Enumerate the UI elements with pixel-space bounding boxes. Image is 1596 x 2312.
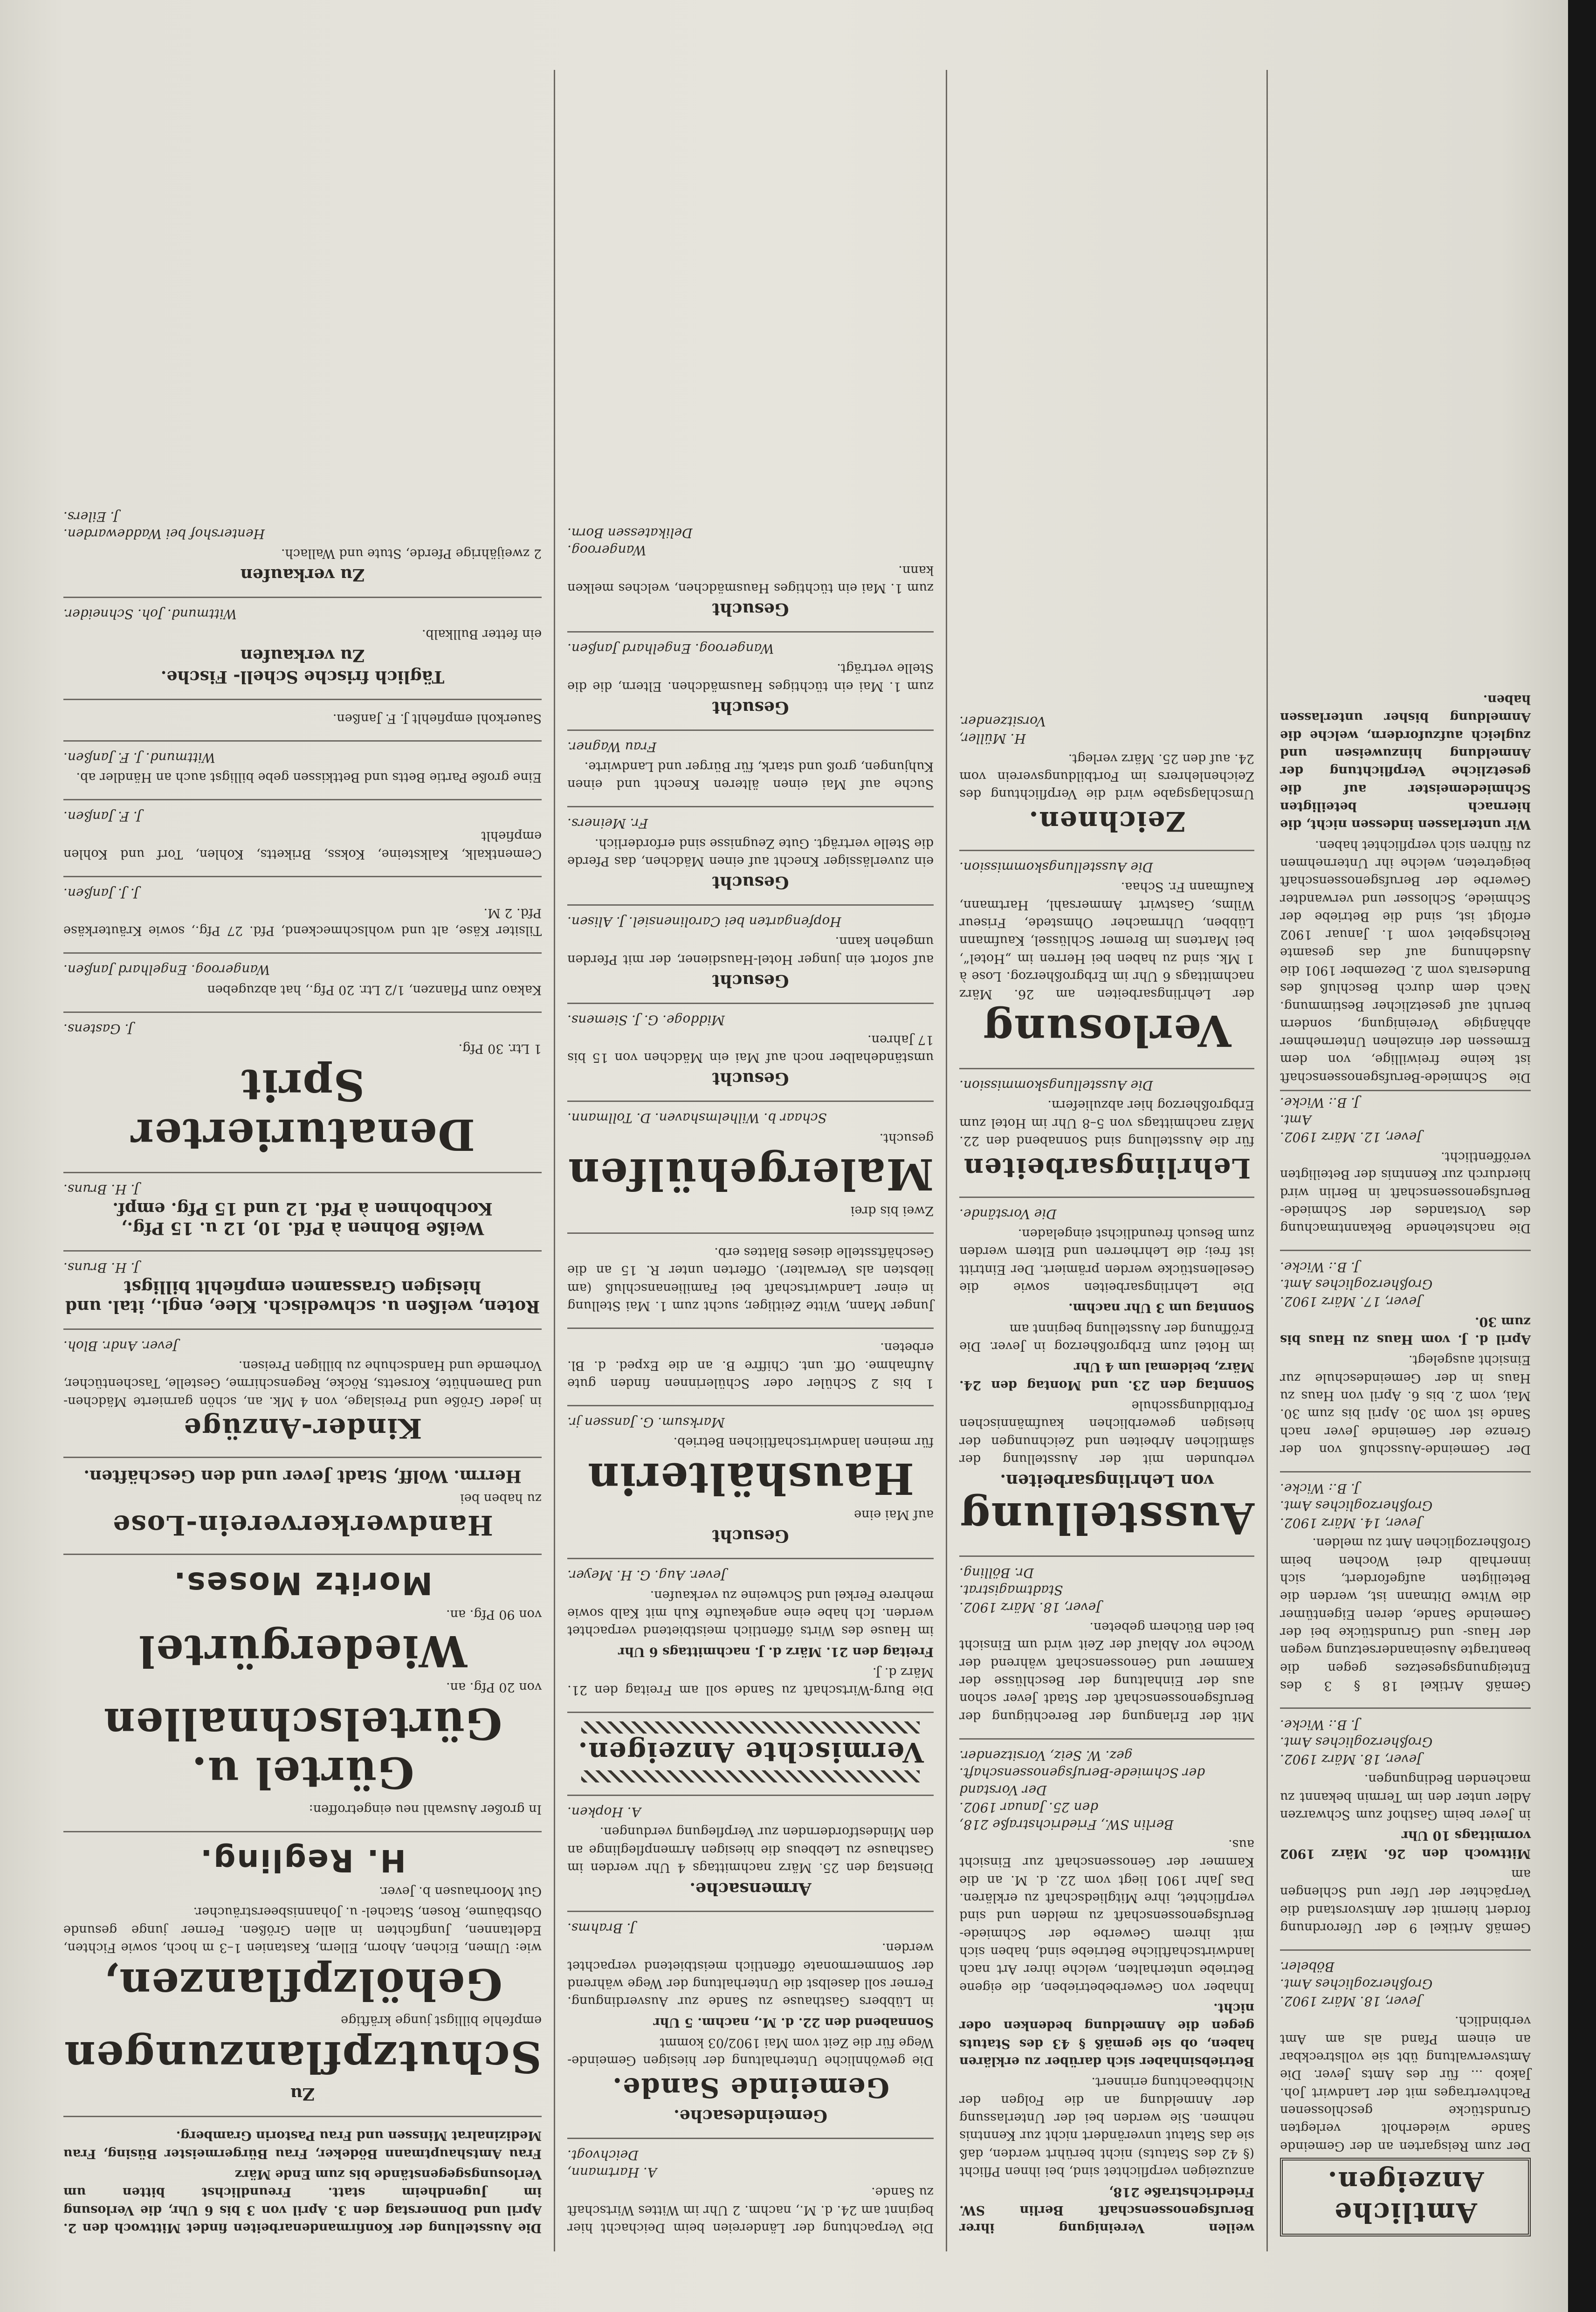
ad-kakao	[63, 952, 542, 1005]
notice-authority: Großherzogliches Amt.	[1280, 1734, 1433, 1750]
ad-kicker: Gesucht	[712, 1526, 789, 1546]
notice-text: Gemäß Artikel 9 der Uferordnung fordert hiermit der Amtsvorstand die Verpächter der Ufer und Schlengen am	[1280, 1867, 1531, 1935]
ad-price: von 90 Pfg. an.	[446, 1607, 542, 1622]
notice-organisation: der Schmiede-Berufsgenossenschaft.	[959, 1765, 1205, 1781]
notice-signature: A. Hartmann,	[567, 2165, 657, 2181]
ad-signature: Fr. Meiners.	[567, 816, 648, 832]
ad-konfirmanden	[63, 2116, 542, 2243]
section-title: Vermischte Anzeigen.	[577, 1736, 924, 1768]
notice-text: Die gewöhnliche Unterhaltung der hiesigen Gemeinde-Wege für die Zeit vom Mai 1902/03 kommt	[567, 2036, 934, 2068]
notice-armensache	[567, 1795, 934, 1904]
notice-authority: Großherzogliches Amt.	[1280, 1976, 1433, 1992]
notice-stadtmagistrat	[959, 1555, 1254, 1732]
ad-text: für meinen landwirtschaftlichen Betrieb.	[673, 1435, 934, 1450]
notice-signature-title: Deichvogt.	[567, 2147, 639, 2163]
notice-place: Berlin SW., Friedrichstraße 218,	[959, 1817, 1174, 1832]
ad-text: Suche auf Mai einen älteren Knecht und einen Kuhjungen, groß und stark, für Bürger und Landwirte.	[567, 759, 934, 792]
notice-signature: Dr. Bölling.	[959, 1565, 1034, 1581]
notice-text: Inhaber von Gewerbebetrieben, die eigene Betriebe unterhalten, welche ihrer Art nach landwirtschaftliche Betriebe sind, haben sich mit ihrem Gewerbe der Schmiede-Berufsgenossenschaft zu melden und sind verpflichtet, ihre Mitgliedschaft zu erklären. Das Jahr 1901 liegt vom 22. d. M. an die Kammer der Genossenschaft zur Einsicht aus.	[959, 1837, 1255, 1995]
notice-date: Jever, 12. März 1902.	[1280, 1129, 1422, 1145]
ad-heading: Zeichnen.	[1028, 805, 1186, 837]
ad-place: Hentershof bei Waddewarden.	[63, 526, 265, 542]
ad-bold: Freitag den 21. März d. J. nachmittags 6 Uhr	[618, 1644, 934, 1659]
notice-date: Jever, 18. März 1902.	[1280, 1752, 1422, 1768]
ad-gesucht-hausdiener	[567, 904, 934, 996]
notice-date: Jever, 18. März 1902.	[959, 1599, 1101, 1615]
ad-pferde	[63, 501, 542, 590]
ad-heading: Malergehülfen	[567, 1149, 934, 1200]
notice-text: Die nachstehende Bekanntmachung des Vorstandes der Schmiede-Berufsgenossenschaft in Berlin wird hierdurch zur Kenntnis der Beteiligten veröffentlicht.	[1280, 1149, 1531, 1236]
ad-gesucht-hausmaedchen-2	[567, 517, 934, 625]
notice-text: Dienstag den 25. März nachmittags 4 Uhr werden im Gasthause zu Lebbeus die hiesigen Armenpfleglinge an den Mindestfordernden zur Verpflegung verdungen.	[567, 1824, 934, 1875]
ad-text: empfehle billigst junge kräftige	[341, 2013, 542, 2028]
notice-signature: J. B.: Wicke.	[1280, 1481, 1360, 1497]
ad-signature: Wittmund. Joh. Schneider.	[63, 606, 237, 622]
ad-text: Tilsiter Käse, alt und wohlschmeckend, Pfd. 27 Pfg., sowie Kräuterkäse Pfd. 2 M.	[63, 906, 542, 938]
notice-text: Gemäß Artikel 18 § 3 des Enteignungsgesetzes gegen die beantragte Auseinandersetzung wegen der Haus- und Grundstücke bei der Gemeinde Sande, deren Eigentümer die Witwe Ditmann ist, werden die Beteiligten aufgefordert, sich innerhalb drei Wochen beim Großherzoglichen Amt zu melden.	[1280, 1535, 1531, 1693]
ad-text: verbunden mit der Ausstellung der sämtlichen Arbeiten und Zeichnungen der hiesigen gewerblichen kaufmännischen Fortbildungsschule	[959, 1398, 1255, 1467]
ad-heading: Handwerkerverein-Lose	[112, 1509, 493, 1541]
notice-berufsgenossenschaft	[1280, 681, 1531, 1244]
notice-category: Gemeindesache.	[674, 2106, 827, 2126]
ad-signature: Die Ausstellungskommission.	[959, 859, 1153, 875]
section-title: Amtliche Anzeigen.	[1280, 2158, 1531, 2236]
ad-signature: Die Ausstellungskommission.	[959, 1078, 1153, 1094]
ad-text: in jeder Größe und Preislage, von 4 Mk. an, schön garnierte Mädchen- und Damenhüte, Korsetts, Röcke, Regenschirme, Gestelle, Taschentücher, Vorhemde und Handschuhe zu billigen Preisen.	[63, 1358, 542, 1409]
ad-text: Kakao zum Pflanzen, 1/2 Ltr. 20 Pfg., hat abzugeben	[207, 982, 542, 997]
ad-signature: Delikatessen Born.	[567, 525, 693, 541]
notice-bold: April d. J. vom Haus zu Haus bis zum 30.	[1280, 1314, 1531, 1347]
ad-gesucht-maedchen	[567, 1003, 934, 1094]
ad-lehrlingsarbeiten	[959, 1068, 1254, 1190]
ad-signature: Moritz Moses.	[172, 1565, 433, 1602]
ad-haushaelterin	[567, 1405, 934, 1551]
ad-price: 1 Ltr. 30 Pfg.	[458, 1041, 542, 1056]
notice-authority: Großherzogliches Amt.	[1280, 1498, 1433, 1514]
ad-text: ein fetter Bullkalb.	[421, 626, 542, 641]
ad-text: auf sofort ein junger Hotel-Hausdiener, der mit Pferden umgehen kann.	[567, 934, 934, 967]
ad-signature: Wittmund. J. F. Janßen.	[63, 750, 215, 765]
ad-bold: Die Ausstellung der Konfirmandenarbeiten findet Mittwoch den 2. April und Donnerstag den 3. April von 3 bis 6 Uhr, die Verlosung im Jugendheim statt. Freundlichst bitten um Verlosungsgegenstände bis zum Ende März	[63, 2167, 542, 2235]
ad-text: 1 bis 2 Schüler oder Schülerinnen finden gute Aufnahme. Off. unt. Chiffre B. an die Exped. d. Bl. erbeten.	[567, 1340, 934, 1390]
ad-guertel	[63, 1554, 542, 1824]
notice-signature: J. B.: Wicke.	[1280, 1717, 1360, 1733]
ad-signature: Hopfengarten bei Carolinensiel. J. Alisen.	[567, 914, 841, 929]
notice-text: in Lübbers Gasthause zu Sande zur Ausverdingung. Ferner soll daselbst die Unterhaltung der Wege während der Sommermonate öffentlich meistbietend verpachtet werden.	[567, 1940, 934, 2009]
notice-category: Armensache.	[689, 1879, 812, 1899]
column-2	[947, 70, 1268, 2251]
ad-heading: Gehölzpflanzen,	[103, 1959, 502, 2009]
ad-signature: J. Eilers.	[63, 509, 119, 524]
notice-text: Mit der Erlangung der Berechtigung der Berufsgenossenschaft der Stadt Jever schon aus der Einhaltung der Beschlüsse der Kammer und Genossenschaft während der Woche vor Ablauf der Zeit wird um Einsicht bei den Büchern gebeten.	[959, 1620, 1255, 1724]
ad-text: Die Lehrlingsarbeiten sowie die Gesellenstücke werden prämiert. Der Eintritt ist frei; die Lehrherren und Eltern werden zum Besuch freundlichst eingeladen.	[959, 1226, 1255, 1295]
ad-subheading: von Lehrlingsarbeiten.	[1000, 1471, 1214, 1491]
ad-heading: Gürtel u. Gürtelschnallen	[103, 1698, 502, 1798]
ad-text: wie: Ulmen, Eichen, Ahorn, Ellern, Kastanien 1–3 m hoch, sowie Fichten, Edeltannen, Jungfichten in allen Größen. Ferner junge gesunde Obstbäume, Rosen, Stachel- u. Johannisbeersträucher.	[63, 1905, 542, 1955]
notice-signature: gez. W. Seiz, Vorsitzender.	[959, 1748, 1133, 1763]
ad-text: im Hause des Wirts öffentlich meistbietend verpachtet werden. Ich habe eine angekaufte Kuh mit Kalb sowie mehrere Ferkel und Schweine zu verkaufen.	[567, 1588, 934, 1638]
ad-text: auf Mai eine	[854, 1507, 934, 1522]
notice-date: Jever, 17. März 1902.	[1280, 1294, 1422, 1310]
ad-text: zum 1. Mai ein tüchtiges Hausmädchen. Eltern, die die Stelle verträgt.	[567, 661, 934, 694]
ad-signature: H. Müller,	[959, 731, 1026, 747]
notice-authority: Amt.	[1280, 1112, 1311, 1128]
notice-text: Der zum Reisgarten an der Gemeinde Sande wiederholt verlegten Grundstücke geschlossenen Pachtvertrages mit der Landwirt Joh. Jakob ... für des Amts Jever. Die Amtsverwaltung übt sie vollstreckbar an einem Pfand als am Amt verbindlich.	[1280, 2014, 1531, 2154]
ad-bold: Roten, weißen u. schwedisch. Klee, engl., ital. und hiesigen Grassamen empfiehlt billigst	[65, 1277, 540, 1316]
ad-schueler	[567, 1328, 934, 1398]
notice-signature: J. B.: Wicke.	[1280, 1259, 1360, 1275]
ad-heading: Ausstellung	[959, 1493, 1255, 1543]
ad-junger-mann	[567, 1232, 934, 1321]
notice-date: den 25. Januar 1902.	[959, 1799, 1099, 1815]
ad-text: Sauerkohl empfiehlt J. F. Janßen.	[332, 711, 542, 726]
ad-text: Cementkalk, Kalksteine, Kokss, Briketts, Kohlen, Torf und Kohlen empfiehlt	[63, 829, 542, 861]
ad-signature: Frau Wagner.	[567, 739, 657, 755]
notice-gemeinde	[1280, 1250, 1531, 1465]
ad-gesucht-hausmaedchen	[567, 631, 934, 723]
ad-signature: Middoge. G. J. Siemens.	[567, 1012, 725, 1028]
ad-sprit	[63, 1012, 542, 1165]
notice-bold: Sonnabend den 22. d. M., nachm. 5 Uhr	[653, 2015, 934, 2030]
ad-names: Frau Amtshauptmann Bödeker, Frau Bürgermeister Büsing, Frau Medizinalrat Minssen und Frau Pastorin Gramberg.	[63, 2128, 542, 2161]
ad-place: Wangeroog.	[567, 543, 647, 558]
binding-gutter	[1568, 0, 1596, 2312]
ad-signature: Die Vorstände.	[959, 1206, 1057, 1222]
ad-signature: H. Regling.	[199, 1842, 406, 1878]
ad-text: zum 1. Mai ein tüchtiges Hausmädchen, welches melken kann.	[567, 563, 934, 595]
ad-sauerkohl	[63, 699, 542, 734]
notice-board: Der Vorstand	[959, 1782, 1047, 1798]
column-1	[1268, 70, 1543, 2251]
notice-enteignung	[1280, 1471, 1531, 1701]
ad-text: ein zuverlässiger Knecht auf einen Mädchen, das Pferde die Stelle verträgt. Gute Zeugnisse sind erforderlich.	[567, 836, 934, 868]
ad-signature-title: Vorsitzender.	[959, 714, 1046, 729]
ad-text: Umschlagsgabe wird die Verpflichtung des Zeichenlehrers im Fortbildungsverein vom 24. auf den 25. März verlegt.	[959, 751, 1255, 802]
notice-ufer	[1280, 1707, 1531, 1943]
ad-kicker: Zu verkaufen	[240, 565, 365, 585]
ad-signature: J. F. Janßen.	[63, 809, 142, 825]
ad-verlosung	[959, 850, 1254, 1061]
ad-text: Die Burg-Wirtschaft zu Sande soll am Freitag den 21. März d. J.	[567, 1665, 934, 1698]
notice-deichacht	[567, 2138, 934, 2243]
ad-text: gesucht.	[879, 1130, 934, 1145]
ad-signature: Herrm. Wolff, Stadt Jever und den Geschäften.	[83, 1466, 522, 1486]
notice-bold: Wir unterlassen indessen nicht, die hiernach beteiligten Schmiedemeister auf die gesetzliche Verpflichtung der Anmeldung hinzuweisen und zugleich aufzufordern, welche die Anmeldung bisher unterlassen haben.	[1280, 692, 1531, 832]
notice-text: Der Gemeinde-Ausschuß von der Grenze der Gemeinde Jever nach Sande ist vom 30. April bis zum 30. Mai, vom 2. bis 6. April von Haus zu Haus in der Gemeindeschule zur Einsicht ausgelegt.	[1280, 1353, 1531, 1457]
ad-heading: Denaturierter Sprit	[130, 1060, 475, 1160]
ad-bold: Weiße Bohnen à Pfd. 10, 12 u. 15 Pfg., Kochbohnen à Pfd. 12 und 15 Pfg. empf.	[112, 1198, 493, 1238]
ad-kicker: Gesucht	[712, 970, 789, 991]
ad-text: für die Ausstellung sind Sonnabend den 22. März nachmittags von 5–8 Uhr im Hotel zum Erbgroßherzog hier abzuliefern.	[959, 1098, 1255, 1149]
ad-kinder-anzuege	[63, 1328, 542, 1451]
ad-signature: Jever. Andr. Bloh.	[63, 1338, 178, 1354]
ad-bold: Täglich frische Schell- Fische.	[160, 667, 445, 687]
notice-date: Jever, 14. März 1902.	[1280, 1515, 1422, 1531]
ad-gehoelzpflanzen	[63, 1831, 542, 2109]
ad-malergehuelfen	[567, 1101, 934, 1225]
ad-kicker: Gesucht	[712, 697, 789, 717]
notice-bold: Betriebsinhaber sich darüber zu erklären haben, ob sie gemäß § 43 des Statuts gegen die Anmeldung bedenken oder nicht.	[959, 2001, 1255, 2069]
notice-signature: J. B.: Wicke.	[1280, 1094, 1360, 1110]
ad-heading: Haushälterin	[587, 1453, 915, 1504]
ad-heading: Schutzpflanzungen	[63, 2032, 542, 2083]
ad-signature: Jever. Aug. G. H. Meyer.	[567, 1568, 726, 1583]
ad-text: umständehalber noch auf Mai ein Mädchen von 15 bis 17 Jahren.	[567, 1032, 934, 1065]
ad-text: 2 zweijährige Pferde, Stute und Wallach.	[281, 546, 542, 561]
ad-text: zu haben bei	[460, 1491, 542, 1506]
column-4	[51, 70, 555, 2251]
notice-text: Die Verpachtung der Ländereien beim Deichacht hier beginnt am 24. d. M., nachm. 2 Uhr im Wittes Wirtschaft zu Sande.	[567, 2185, 934, 2235]
ad-kicker: Zu	[290, 2084, 315, 2104]
column-3	[555, 70, 947, 2251]
ad-heading: Lehrlingsarbeiten	[963, 1152, 1251, 1184]
notice-authority: Stadtmagistrat.	[959, 1582, 1063, 1598]
notice-authority: Großherzogliches Amt.	[1280, 1277, 1433, 1293]
notice-gemeinde-sande	[567, 1911, 934, 2131]
notice-signature: A. Hopken.	[567, 1804, 641, 1820]
ad-zeichnen	[959, 705, 1254, 843]
ad-kicker: Zu verkaufen	[240, 645, 365, 665]
ad-schellfische	[63, 597, 542, 692]
ad-signature: Schaar b. Wilhelmshaven. D. Tollmann.	[567, 1110, 827, 1126]
notice-text: anzuzeigen verpflichtet sind, bei ihnen Pflicht (§ 42 des Statuts) nicht berührt werden, daß sie das Statut unverändert nicht zur Kenntnis nehmen. Sie werden bei der Unterlassung der Anmeldung an die Folgen der Nichtbeachtung erinnert.	[959, 2075, 1255, 2179]
ornament-border	[581, 1721, 920, 1734]
ad-bohnen	[63, 1172, 542, 1244]
ad-kicker: Gesucht	[712, 1069, 789, 1089]
ad-signature: Wangeroog. Engelhard Janßen.	[63, 962, 270, 978]
ad-heading: Verlosung	[982, 1005, 1231, 1056]
ad-kicker: Gesucht	[712, 599, 789, 619]
notice-heading: Gemeinde Sande.	[612, 2072, 890, 2104]
ad-tilsiter	[63, 876, 542, 946]
ornament-border	[581, 1770, 920, 1782]
notice-date-bold: Mittwoch den 26. März 1902 vormittags 10 Uhr	[1280, 1828, 1531, 1861]
notice-schmiede	[959, 1738, 1254, 2243]
notice-bold: weilen Vereinigung ihrer Berufsgenossenschaft Berlin SW. Friedrichstraße 218,	[959, 2185, 1255, 2235]
ad-text: Eine große Partie Betts und Bettkissen gebe billigst auch an Händler ab.	[76, 770, 542, 785]
ad-bold: Sonntag um 3 Uhr nachm.	[1068, 1300, 1255, 1315]
ad-signature: J. Gastens.	[63, 1021, 133, 1037]
ad-place: Gut Moorhausen b. Jever.	[378, 1884, 542, 1899]
section-amtliche	[1280, 1949, 1531, 2243]
ad-price: von 20 Pfg. an.	[446, 1679, 542, 1694]
ad-betten	[63, 740, 542, 792]
ad-text: der Lehrlingsarbeiten am 26. März nachmittags 6 Uhr im Erbgroßherzog. Lose à 1 Mk. sind zu haben bei Herren im „Hotel“, bei Martens im Bremer Schlüssel, Kaufmann Lübben, Uhrmacher Ohmstede, Friseur Wilms, Gastwirt Ammersahl, Hartmann, Kaufmann Fr. Schaa.	[959, 880, 1255, 1002]
ad-kicker: Zwei bis drei	[850, 1203, 934, 1218]
ad-signature: Wangeroog. Engelhard Janßen.	[567, 640, 774, 656]
ad-klee	[63, 1250, 542, 1322]
section-vermischte	[567, 1712, 934, 1788]
ad-kicker: In großer Auswahl neu eingetroffen:	[309, 1802, 542, 1817]
ad-burgwirtschaft	[567, 1558, 934, 1705]
ad-text: Junger Mann, Witte Zeitliger, sucht zum 1. Mai Stellung in einer Landwirtschaft bei Familienanschluß (am liebsten als Verwalter). Offerten unter R. 15 an die Geschäftsstelle dieses Blattes erb.	[567, 1245, 934, 1313]
notice-text: in Jever beim Gasthof zum Schwarzen Adler unter den im Termin bekannt zu machenden Bedingungen.	[1280, 1772, 1531, 1823]
notice-text: Die Schmiede-Berufsgenossenschaft ist keine freiwillige, von dem Ermessen der einzelnen Unternehmer abhängige Vereinigung, sondern beruht auf gesetzlicher Bestimmung. Nach dem durch Beschluß des Bundesrats vom 2. Dezember 1901 die Ausdehnung auf das gesamte Reichsgebiet vom 1. Januar 1902 erfolgt ist, sind die Betriebe der Schmiede, Schlosser und verwandter Gewerbe der Berufsgenossenschaft beigetreten, welche ihr Unternehmen zu führen sich verpflichtet haben.	[1280, 838, 1531, 1085]
ad-kicker: Gesucht	[712, 872, 789, 892]
ad-bold: Sonntag den 23. und Montag den 24. März, beidemal um 4 Uhr	[959, 1360, 1255, 1392]
ad-gesucht-knecht	[567, 806, 934, 898]
ad-ausstellung	[959, 1197, 1254, 1549]
notice-signature: Böbeler.	[1280, 1959, 1335, 1975]
ad-signature: Marksum. G. Janssen jr.	[567, 1414, 725, 1430]
divider	[1280, 1090, 1531, 1091]
ad-lose	[63, 1457, 542, 1547]
ad-signature: J. H. Bruns.	[63, 1259, 139, 1275]
ad-kalk	[63, 799, 542, 869]
notice-signature: J. Brahms.	[567, 1920, 635, 1936]
ad-text: im Hotel zum Erbgroßherzog in Jever. Die Eröffnung der Ausstellung beginnt am	[959, 1321, 1255, 1354]
ad-signature: J. J. Janßen.	[63, 885, 139, 901]
ad-suche-knecht	[567, 729, 934, 800]
newspaper-page	[51, 70, 1543, 2251]
ad-heading: Kinder-Anzüge	[183, 1412, 422, 1445]
ad-signature: J. H. Bruns.	[63, 1181, 139, 1197]
ad-heading: Wiedergürtel	[138, 1625, 468, 1676]
notice-date: Jever, 18. März 1902.	[1280, 1994, 1422, 2009]
